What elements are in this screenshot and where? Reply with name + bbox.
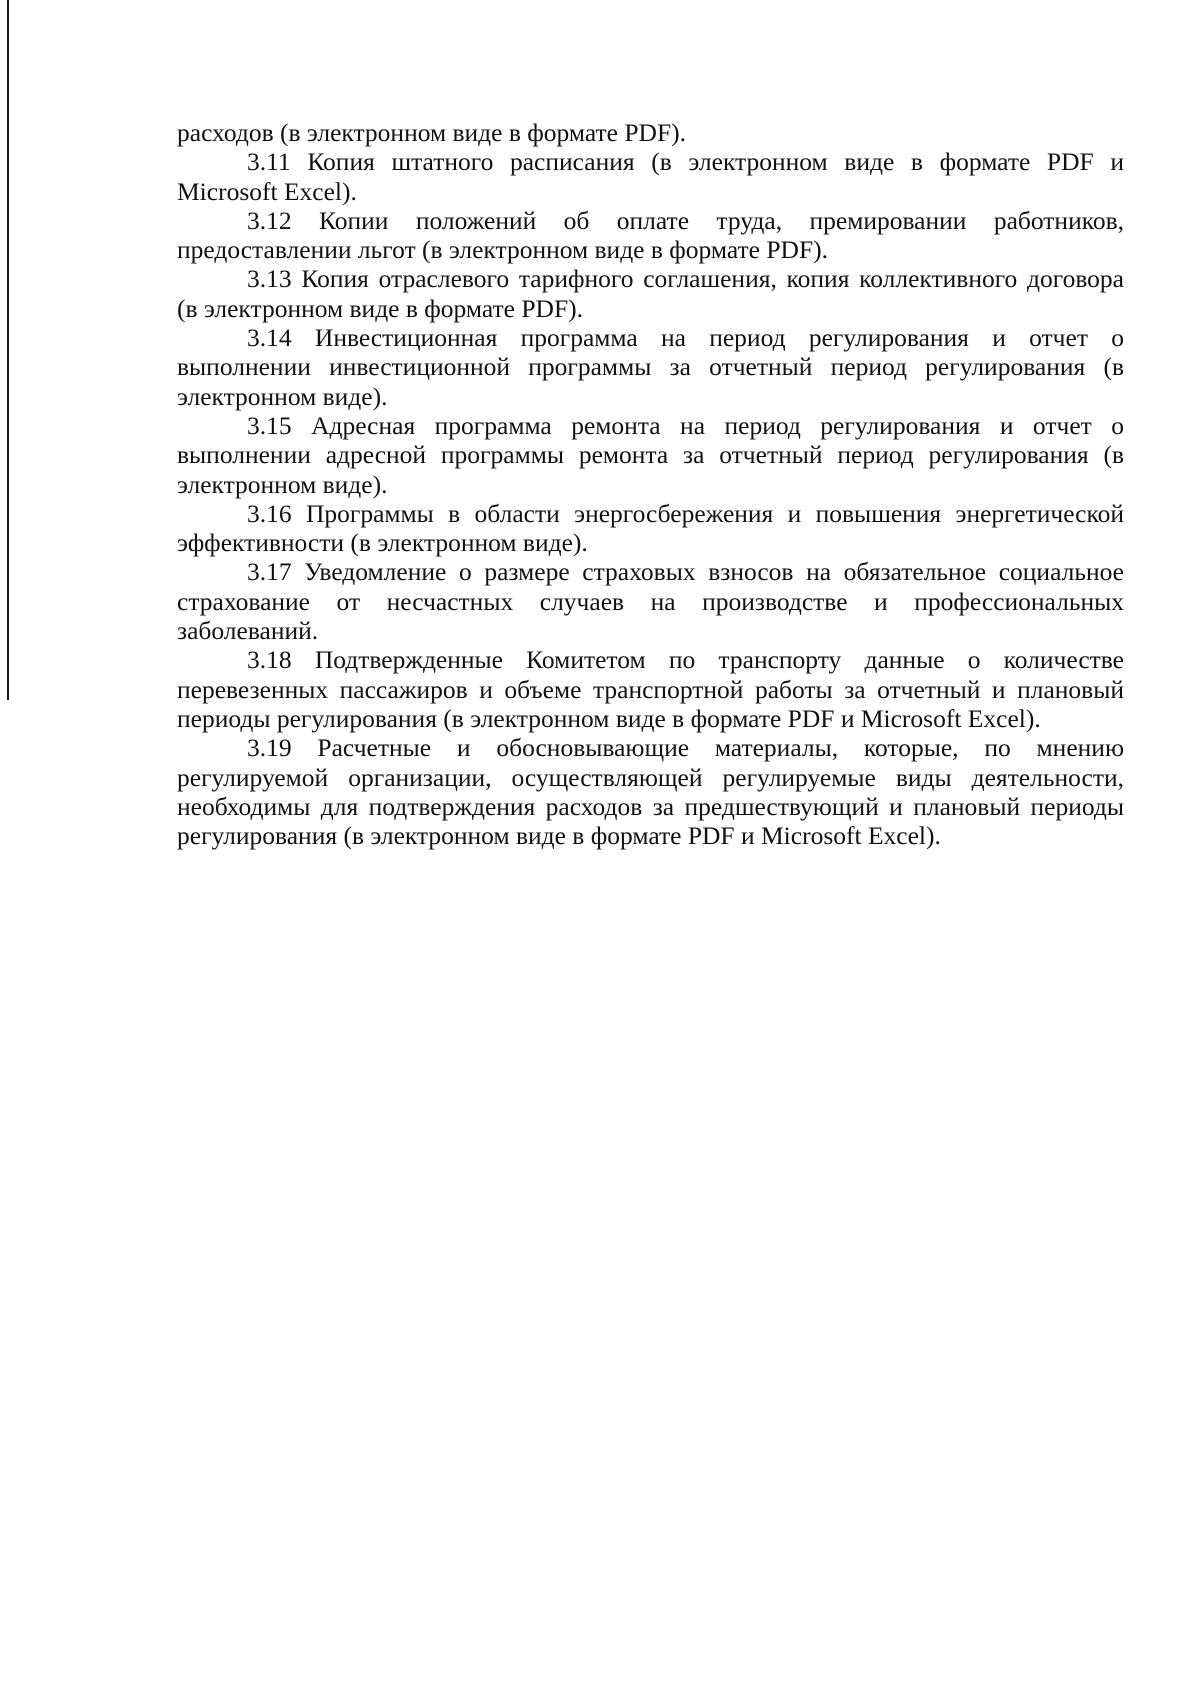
continuation-paragraph: расходов (в электронном виде в формате PDF). — [177, 118, 687, 147]
item-3-15: 3.15 Адресная программа ремонта на период регулирования и отчет о выполнении адресной программы ремонта за отчетный период регулирования (в электронном виде). — [177, 410, 1124, 499]
item-3-19: 3.19 Расчетные и обосновывающие материалы, которые, по мнению регулируемой организации, осуществляющей регулируемые виды деятельности, необходимы для подтверждения расходов за предшествующий и плановый периоды регулирования (в электронном виде в формате PDF и Microsoft Excel). — [177, 733, 1124, 851]
item-3-17: 3.17 Уведомление о размере страховых взносов на обязательное социальное страхование от несчастных случаев на производстве и профессиональных заболеваний. — [177, 557, 1124, 646]
item-3-12: 3.12 Копии положений об оплате труда, премировании работников, предоставлении льгот (в электронном виде в формате PDF). — [177, 205, 1124, 265]
item-3-14: 3.14 Инвестиционная программа на период регулирования и отчет о выполнении инвестиционной программы за отчетный период регулирования (в электронном виде). — [177, 323, 1124, 411]
scan-edge-line — [7, 0, 9, 700]
item-3-13: 3.13 Копия отраслевого тарифного соглашения, копия коллективного договора (в электронном виде в формате PDF). — [177, 264, 1124, 323]
document-body — [177, 118, 1124, 850]
item-3-16: 3.16 Программы в области энергосбережения и повышения энергетической эффективности (в электронном виде). — [177, 498, 1124, 558]
item-3-18: 3.18 Подтвержденные Комитетом по транспорту данные о количестве перевезенных пассажиров и объеме транспортной работы за отчетный и плановый периоды регулирования (в электронном виде в формате PDF и Microsoft Excel). — [177, 645, 1124, 733]
item-3-11: 3.11 Копия штатного расписания (в электронном виде в формате PDF и Microsoft Excel). — [177, 147, 1124, 206]
